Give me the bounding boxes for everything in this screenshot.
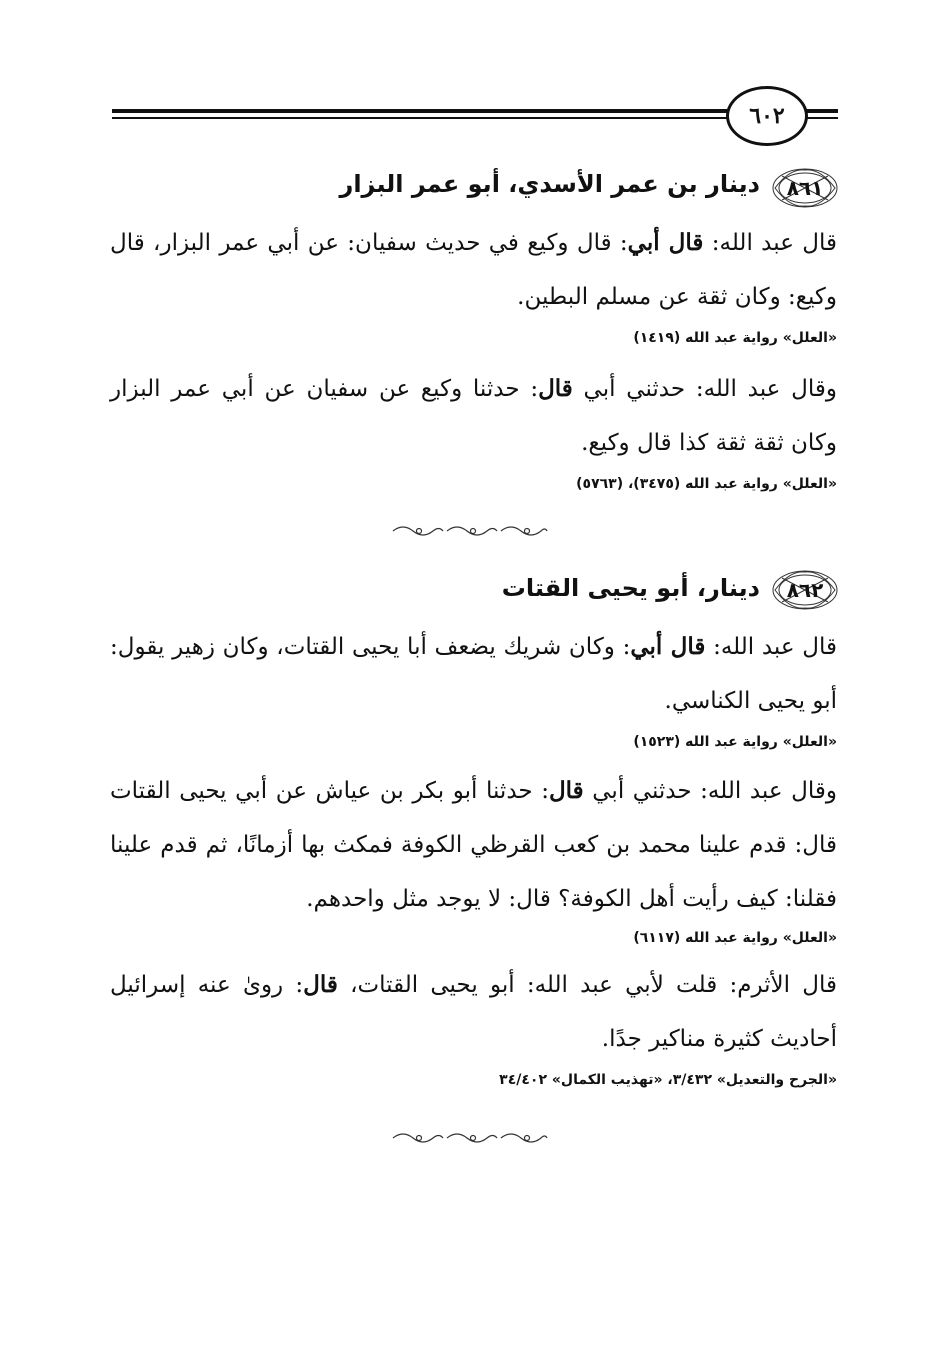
- paragraph-bold: قال أبي: [627, 229, 704, 256]
- paragraph-bold: قال: [303, 971, 338, 998]
- entry-number-badge: [770, 568, 840, 612]
- paragraph: [110, 362, 837, 470]
- header-rule-right-thin: [806, 117, 838, 119]
- paragraph-bold: قال: [548, 777, 584, 804]
- reference-line: «العلل» رواية عبد الله (٣٤٧٥)، (٥٧٦٣): [576, 476, 837, 492]
- paragraph-lead: قال الأثرم: قلت لأبي عبد الله: أبو يحيى القتات،: [337, 972, 837, 998]
- paragraph-rest: : روىٰ عنه إسرائيل أحاديث كثيرة مناكير جدًا.: [110, 972, 837, 1052]
- entry-number: ٨٦١: [786, 176, 824, 200]
- reference-line: «العلل» رواية عبد الله (٦١١٧): [633, 930, 837, 946]
- paragraph-rest: : حدثنا وكيع عن سفيان عن أبي عمر البزار وكان ثقة ثقة كذا قال وكيع.: [110, 376, 837, 456]
- header-rule-thin: [112, 117, 728, 119]
- paragraph: [110, 764, 837, 926]
- page-header: [0, 0, 938, 160]
- reference-line: «العلل» رواية عبد الله (١٥٢٣): [633, 734, 837, 750]
- paragraph-lead: وقال عبد الله: حدثني أبي: [572, 376, 837, 402]
- paragraph-bold: قال أبي: [630, 633, 706, 660]
- entry-number: ٨٦٢: [786, 578, 824, 602]
- entry-number-badge: [770, 166, 840, 210]
- paragraph-rest: : حدثنا أبو بكر بن عياش عن أبي يحيى القتات قال: قدم علينا محمد بن كعب القرظي الكوفة فمكث بها أزمانًا، ثم قدم علينا فقلنا: كيف رأيت أهل الكوفة؟ قال: لا يوجد مثل واحدهم.: [110, 778, 837, 912]
- paragraph: [110, 958, 837, 1066]
- entry-title: دينار بن عمر الأسدي، أبو عمر البزار: [339, 170, 760, 198]
- paragraph-lead: وقال عبد الله: حدثني أبي: [583, 778, 837, 804]
- section-divider-ornament-icon: [389, 1130, 549, 1146]
- paragraph-bold: قال: [538, 375, 573, 402]
- entry-title: دينار، أبو يحيى القتات: [501, 574, 760, 602]
- reference-line: «العلل» رواية عبد الله (١٤١٩): [633, 330, 837, 346]
- paragraph-rest: : وكان شريك يضعف أبا يحيى القتات، وكان زهير يقول: أبو يحيى الكناسي.: [110, 634, 837, 714]
- reference-line: «الجرح والتعديل» ٣/٤٣٢، «تهذيب الكمال» ٣٤/٤٠٢: [499, 1072, 837, 1088]
- paragraph: [110, 620, 837, 728]
- paragraph: [110, 216, 837, 324]
- header-rule-right-thick: [806, 109, 838, 113]
- paragraph-lead: قال عبد الله:: [703, 230, 837, 256]
- page-number: ٦٠٢: [726, 86, 808, 146]
- header-rule-thick: [112, 109, 728, 113]
- section-divider-ornament-icon: [389, 523, 549, 539]
- paragraph-lead: قال عبد الله:: [705, 634, 837, 660]
- paragraph-rest: : قال وكيع في حديث سفيان: عن أبي عمر البزار، قال وكيع: وكان ثقة عن مسلم البطين.: [110, 230, 837, 310]
